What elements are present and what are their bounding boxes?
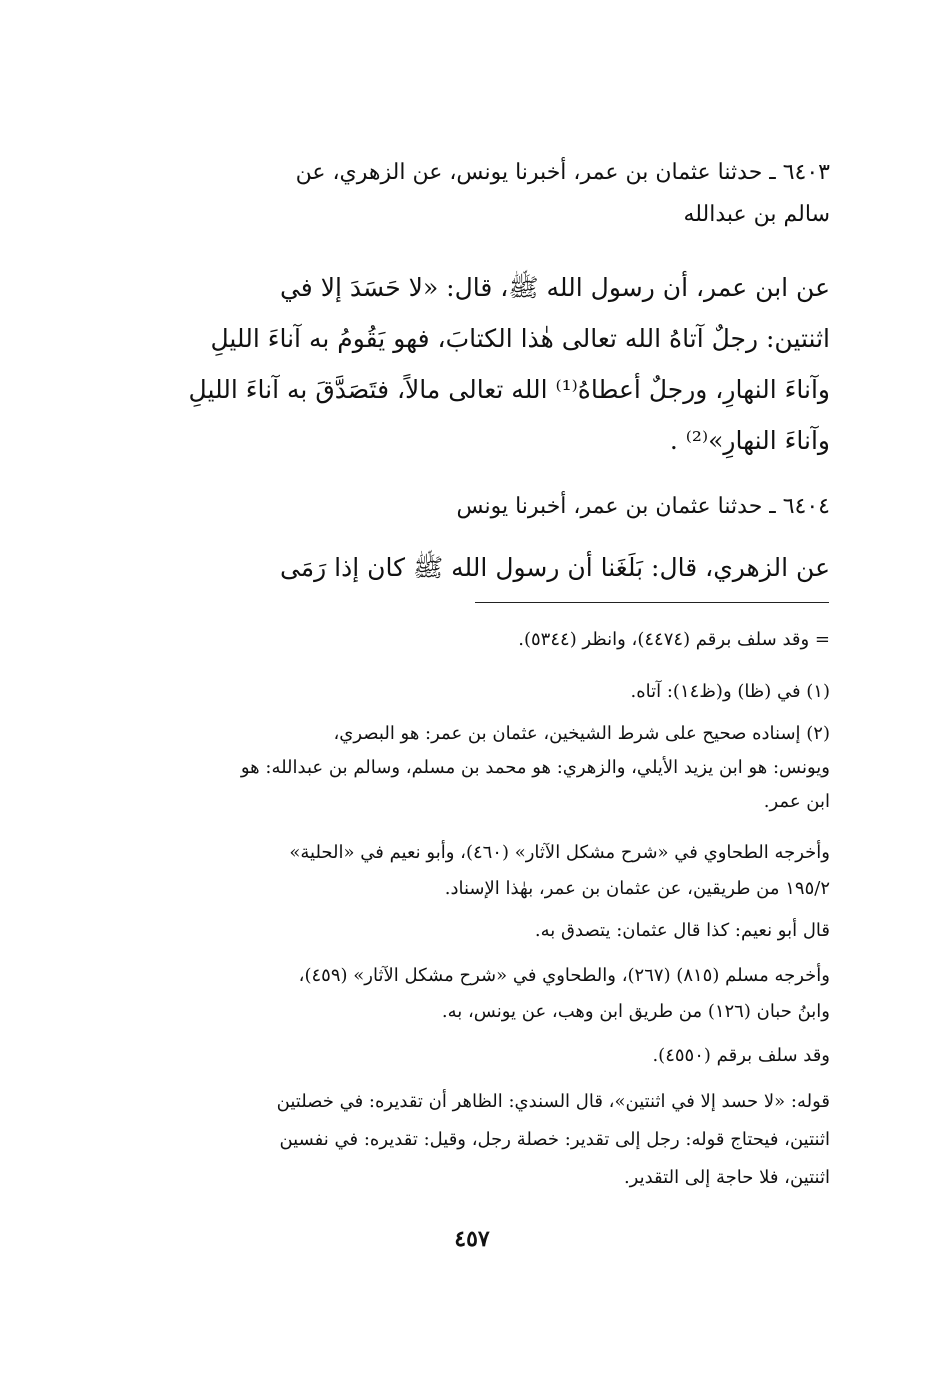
text-line: وقد سلف برقم (٤٥٥٠). bbox=[652, 1045, 830, 1066]
text-line: قوله: «لا حسد إلا في اثنتين»، قال السندي: الظاهر أن تقديره: في خصلتين bbox=[276, 1091, 830, 1112]
footnote-2-muslim bbox=[140, 958, 830, 1030]
text-line: = وقد سلف برقم (٤٤٧٤)، وانظر (٥٣٤٤). bbox=[518, 629, 830, 650]
footnote-2-abu-nuaym bbox=[140, 915, 830, 946]
text-line: وآناءَ النهارِ، ورجلٌ أعطاهُ⁽¹⁾ الله تعالى مالاً، فتَصَدَّقَ به آناءَ الليلِ bbox=[188, 375, 830, 404]
hadith-6403-matn bbox=[140, 262, 830, 466]
footnote-2-takhrij bbox=[140, 835, 830, 907]
text-line: اثنتين، فلا حاجة إلى التقدير. bbox=[623, 1167, 830, 1188]
text-line: وأخرجه مسلم (٨١٥) (٢٦٧)، والطحاوي في «شرح مشكل الآثار» (٤٥٩)، bbox=[298, 965, 830, 986]
footnote-separator bbox=[475, 602, 829, 603]
text-line: عن ابن عمر، أن رسول الله ﷺ، قال: «لا حَسَدَ إلا في bbox=[279, 273, 830, 302]
text-line: وابنُ حبان (١٢٦) من طريق ابن وهب، عن يونس، به. bbox=[441, 1001, 830, 1022]
footnote-2-commentary bbox=[140, 1083, 830, 1197]
text-line: سالم بن عبدالله bbox=[683, 202, 830, 227]
text-line: ابن عمر. bbox=[763, 791, 830, 812]
text-line: (٢) إسناده صحيح على شرط الشيخين، عثمان بن عمر: هو البصري، bbox=[333, 723, 830, 744]
text-line: وآناءَ النهارِ»⁽²⁾ . bbox=[669, 426, 830, 455]
hadith-6403-isnad bbox=[140, 152, 830, 236]
text-line: وأخرجه الطحاوي في «شرح مشكل الآثار» (٤٦٠)، وأبو نعيم في «الحلية» bbox=[289, 842, 830, 863]
page-number: ٤٥٧ bbox=[454, 1226, 490, 1252]
text-line: ٦٤٠٤ ـ حدثنا عثمان بن عمر، أخبرنا يونس bbox=[456, 494, 830, 519]
hadith-6404-matn bbox=[140, 542, 830, 593]
footnote-continuation bbox=[140, 624, 830, 655]
hadith-6404-isnad bbox=[140, 486, 830, 528]
text-line: ويونس: هو ابن يزيد الأيلي، والزهري: هو محمد بن مسلم، وسالم بن عبدالله: هو bbox=[240, 757, 830, 778]
text-line: ١٩٥/٢ من طريقين، عن عثمان بن عمر، بهٰذا الإسناد. bbox=[444, 878, 830, 899]
footnote-2 bbox=[140, 717, 830, 819]
text-line: قال أبو نعيم: كذا قال عثمان: يتصدق به. bbox=[534, 920, 830, 941]
text-line: عن الزهري، قال: بَلَغَنا أن رسول الله ﷺ كان إذا رَمَى bbox=[279, 553, 830, 582]
footnote-2-cross-ref bbox=[140, 1040, 830, 1071]
text-line: اثنتين: رجلٌ آتاهُ الله تعالى هٰذا الكتابَ، فهو يَقُومُ به آناءَ الليلِ bbox=[210, 324, 830, 353]
text-line: اثنتين، فيحتاج قوله: رجل إلى تقدير: خصلة رجل، وقيل: تقديره: في نفسين bbox=[279, 1129, 830, 1150]
footnote-1 bbox=[140, 676, 830, 707]
text-line: ٦٤٠٣ ـ حدثنا عثمان بن عمر، أخبرنا يونس، عن الزهري، عن bbox=[295, 160, 830, 185]
text-line: (١) في (ظا) و(ظ١٤): آتاه. bbox=[630, 681, 830, 702]
